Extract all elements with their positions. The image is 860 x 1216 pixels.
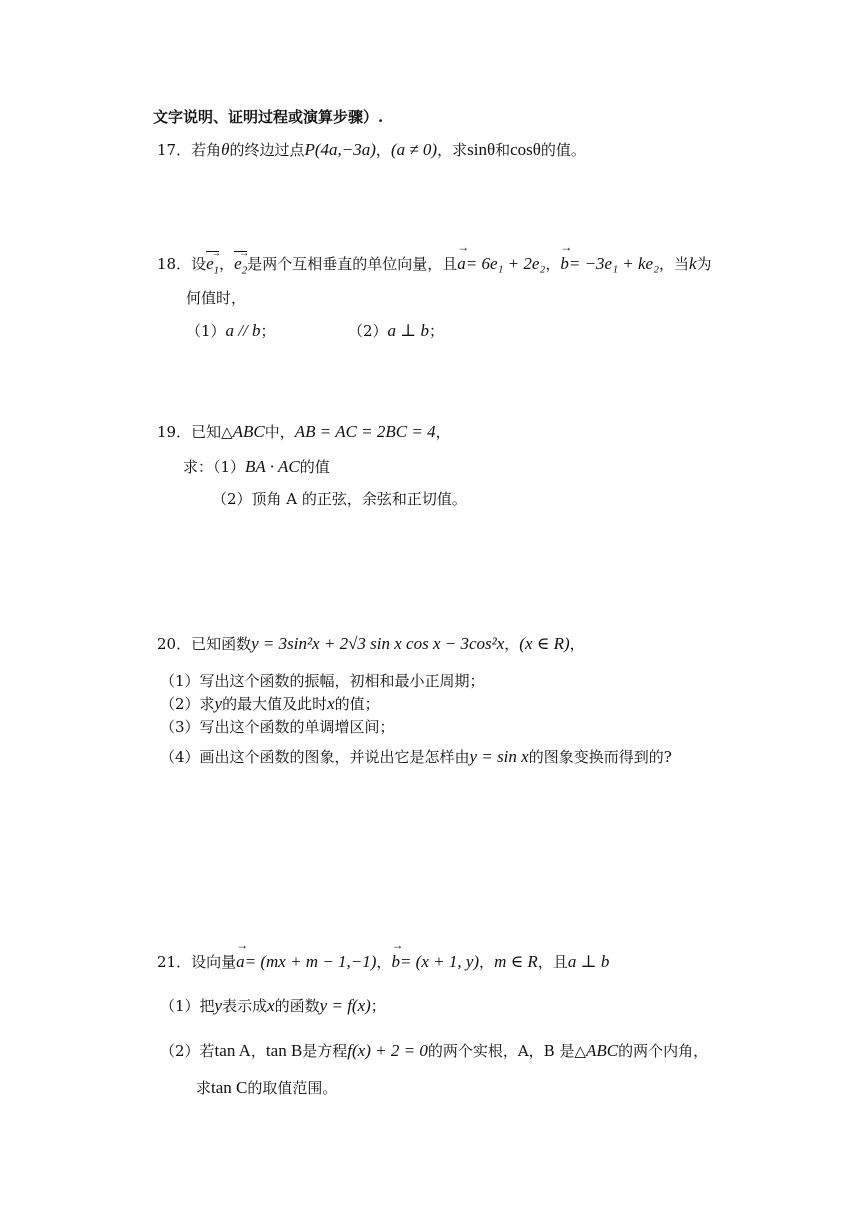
- q18-e2: $e_2$ →: [234, 253, 247, 281]
- q18-b-expr: = −3e₁ + ke₂: [568, 254, 659, 273]
- q20-number: 20．: [157, 635, 192, 653]
- q18-text-3: ，当: [658, 255, 689, 273]
- q18-text-2: 是两个互相垂直的单位向量，且: [247, 255, 458, 273]
- q21-vec-a: → a: [236, 951, 245, 973]
- q19-number: 19．: [157, 423, 192, 441]
- q18-part-2: （2）a ⊥ b；: [348, 321, 445, 340]
- q18-comma: ，: [219, 255, 235, 273]
- q18-perpendicular: a ⊥ b: [387, 321, 430, 340]
- q17-sep: ，: [375, 141, 391, 159]
- question-19: [157, 421, 451, 443]
- q18-part-1: （1）a // b；: [186, 321, 276, 340]
- q21-m: m ∈ R: [494, 952, 538, 971]
- q19-text-2: 中，: [264, 423, 295, 441]
- q18-vec-a: → a: [457, 253, 466, 275]
- q17-number: 17．: [157, 141, 192, 159]
- q19-part-2: （2）顶角 A 的正弦，余弦和正切值。: [212, 490, 467, 508]
- q20-part-4: （4）画出这个函数的图象，并说出它是怎样由y = sin x的图象变换而得到的?: [160, 747, 672, 766]
- q19-part-1: 求：（1）BA · AC的值: [183, 457, 330, 476]
- q17-sin: sinθ: [467, 140, 496, 159]
- q17-text-3: ，求: [437, 141, 468, 159]
- q18-k: k: [689, 254, 697, 273]
- q18-number: 18．: [157, 255, 192, 273]
- q18-parallel: a // b: [225, 321, 261, 340]
- q17-theta: θ: [221, 140, 230, 159]
- q21-vec-b: → b: [391, 951, 400, 973]
- q21-part-3: 求tan C的取值范围。: [196, 1078, 338, 1097]
- q21-part-2: （2）若tan A，tan B是方程f(x) + 2 = 0的两个实根，A，B 是△ABC的两个内角，: [160, 1041, 709, 1060]
- q18-text-1: 设: [191, 255, 207, 273]
- q19-dot-product: BA · AC: [245, 457, 300, 476]
- q17-condition: (a ≠ 0): [390, 140, 438, 159]
- q17-text-1: 若角: [191, 141, 222, 159]
- q18-comma-2: ，: [545, 255, 561, 273]
- q21-number: 21．: [157, 953, 192, 971]
- q18-vec-b: → b: [560, 253, 569, 275]
- q20-part-3: （3）写出这个函数的单调增区间；: [160, 718, 395, 736]
- question-20: 20．已知函数y = 3sin²x + 2√3 sin x cos x − 3cos²x，(x ∈ R)，: [157, 634, 585, 653]
- q18-e1: $e_1$ →: [206, 253, 219, 281]
- q20-sin-function: y = sin x: [469, 747, 529, 766]
- q19-equation: AB = AC = 2BC = 4: [294, 422, 436, 441]
- question-21: 21．设向量→ a= (mx + m − 1,−1)，→ b= (x + 1, y)，m ∈ R，且a ⊥ b: [157, 951, 609, 973]
- q17-text-4: 的值。: [540, 141, 586, 159]
- q17-text-2: 的终边过点: [229, 141, 305, 159]
- q20-text-1: 已知函数: [191, 635, 252, 653]
- q19-text-3: ，: [435, 423, 451, 441]
- q21-equation: f(x) + 2 = 0: [347, 1041, 428, 1060]
- question-18: [157, 253, 712, 281]
- q18-line-2: 何值时，: [186, 289, 247, 307]
- q21-b-expr: = (x + 1, y): [399, 952, 480, 971]
- q17-and: 和: [495, 141, 511, 159]
- q21-a-expr: = (mx + m − 1,−1): [244, 952, 377, 971]
- q17-cos: cosθ: [510, 140, 541, 159]
- q18-text-4: 为: [696, 255, 712, 273]
- question-17: [157, 139, 586, 161]
- q18-a-expr: = 6e₁ + 2e₂: [465, 254, 546, 273]
- q19-text-1: 已知△: [191, 423, 233, 441]
- q21-function: y = f(x): [319, 996, 371, 1015]
- q20-part-2: （2）求y的最大值及此时x的值；: [160, 694, 380, 713]
- q20-part-1: （1）写出这个函数的振幅，初相和最小正周期；: [160, 672, 485, 690]
- q17-point: P(4a,−3a): [304, 140, 376, 159]
- q19-abc: ABC: [232, 422, 265, 441]
- section-intro: 文字说明、证明过程或演算步骤）.: [153, 108, 384, 126]
- q20-function: y = 3sin²x + 2√3 sin x cos x − 3cos²x: [251, 634, 505, 653]
- q21-perp: a ⊥ b: [567, 952, 610, 971]
- q20-domain: (x ∈ R): [519, 634, 570, 653]
- q21-part-1: （1）把y表示成x的函数y = f(x)；: [160, 996, 386, 1015]
